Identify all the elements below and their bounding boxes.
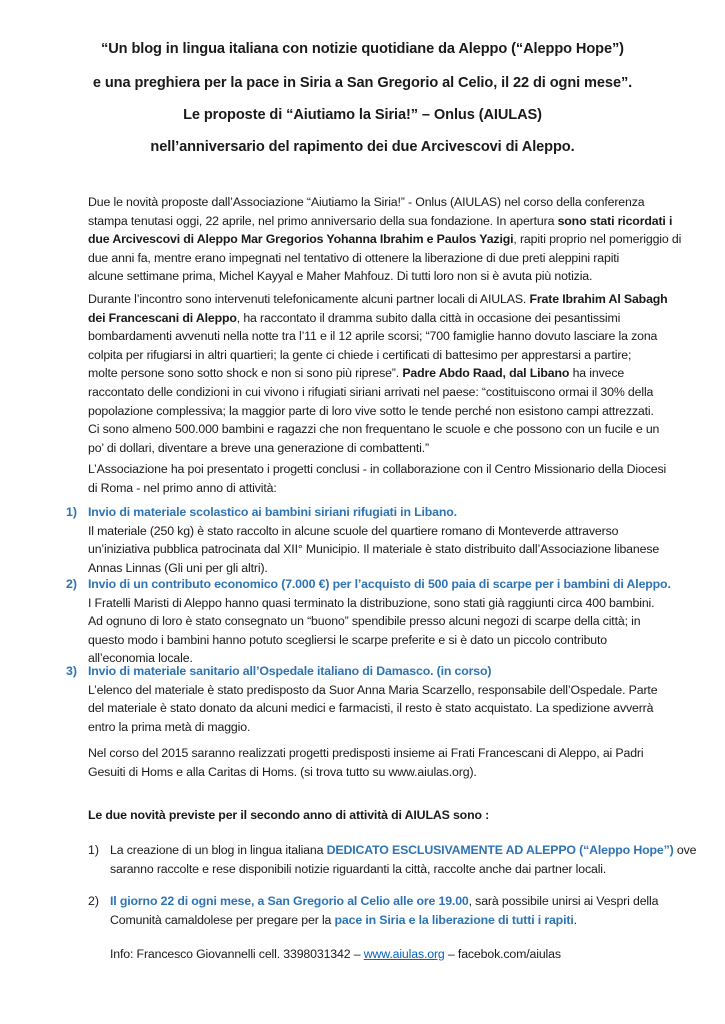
novita-number: 1) [88,843,99,857]
novita-number: 2) [88,894,99,908]
project-number: 2) [66,577,77,591]
projects-intro-paragraph [88,460,688,497]
text-line: raccontato delle condizioni in cui vivono i rifugiati siriani arrivati nel paese: “costituiscono ormai il 30% della [88,384,654,399]
text-line: molte persone sono sotto shock e non si sono più riprese”. Padre Abdo Raad, dal Libano ha invece [88,366,625,381]
project-item [88,662,708,736]
text-line: questo modo i bambini hanno potuto scegliersi le scarpe preferite e si è dato un piccolo contributo [88,632,607,647]
novita-heading: Le due novità previste per il secondo anno di attività di AIULAS sono : [88,808,490,822]
text-line: Due le novità proposte dall’Associazione “Aiutiamo la Siria!” - Onlus (AIULAS) nel corso della conferenza [88,195,645,209]
text-line: I Fratelli Maristi di Aleppo hanno quasi terminato la distribuzione, sono stati già raggiunti circa 400 bambini. [88,595,655,610]
text-line: L’elenco del materiale è stato predisposto da Suor Anna Maria Scarzello, responsabile dell’Ospedale. Parte [88,682,658,697]
text-line: L’Associazione ha poi presentato i progetti conclusi - in collaborazione con il Centro Missionario della Diocesi [88,462,667,476]
text-line: un’iniziativa pubblica patrocinata dal XII° Municipio. Il materiale è stato distribuito dall’Associazione libanese [88,542,660,557]
text-line: alcune settimane prima, Michel Kayyal e Maher Mahfouz. Di tutti loro non si è avuta più notizia. [88,269,593,284]
text-line: Ad ognuno di loro è stato consegnato un “buono” spendibile presso alcuni negozi di scarpe della città; in [88,614,641,629]
text-line: po’ di dollari, diventare a breve una generazione di combattenti.” [88,440,429,455]
text-line: stampa tenutasi oggi, 22 aprile, nel primo anniversario della sua fondazione. In apertura sono stati ricordati i [88,213,673,228]
title-line-1: “Un blog in lingua italiana con notizie quotidiane da Aleppo (“Aleppo Hope”) [101,41,624,57]
text-line: dei Francescani di Aleppo, ha raccontato il dramma subito dalla città in occasione dei pesantissimi [88,310,621,325]
text-line: di Roma - nel primo anno di attività: [88,480,277,495]
title-line-3: Le proposte di “Aiutiamo la Siria!” – Onlus (AIULAS) [183,107,542,123]
novita-item [110,892,710,929]
text-line: due anni fa, mentre erano impegnati nel tentativo di ottenere la liberazione di due preti aleppini rapiti [88,250,620,265]
text-line: due Arcivescovi di Aleppo Mar Gregorios Yohanna Ibrahim e Paulos Yazigi, rapiti proprio nel pomeriggio di [88,232,682,247]
text-line: Durante l’incontro sono intervenuti telefonicamente alcuni partner locali di AIULAS. Frate Ibrahim Al Sabagh [88,292,668,306]
text-line: entro la prima metà di maggio. [88,719,251,734]
project-item [88,575,708,668]
project-item [88,503,708,577]
text-line: Annas Linnas (Gli uni per gli altri). [88,560,268,575]
website-link[interactable]: www.aiulas.org [363,947,445,961]
text-line: popolazione complessiva; la maggior parte di loro vive sotto le tende perché non esistono campi attrezzati. [88,403,654,418]
text-line: del materiale è stato donato da alcuni medici e farmacisti, il resto è stato acquistato. La spedizione avverrà [88,701,654,716]
intro-paragraph [88,193,688,286]
project-number: 1) [66,505,77,519]
project-heading: Invio di materiale sanitario all’Ospedale italiano di Damasco. (in corso) [88,664,492,678]
text-line: all’economia locale. [88,651,193,666]
info-line: Info: Francesco Giovannelli cell. 3398031342 – www.aiulas.org – facebok.com/aiulas [110,947,561,961]
text-line: Nel corso del 2015 saranno realizzati progetti predisposti insieme ai Frati Francescani di Aleppo, ai Padri [88,746,644,760]
text-line: Il materiale (250 kg) è stato raccolto in alcune scuole del quartiere romano di Monteverde attraverso [88,523,619,538]
text-line: Il giorno 22 di ogni mese, a San Gregorio al Celio alle ore 19.00, sarà possibile unirsi ai Vespri della [110,894,659,908]
project-heading: Invio di materiale scolastico ai bambini siriani rifugiati in Libano. [88,505,457,519]
text-line: Gesuiti di Homs e alla Caritas di Homs. (si trova tutto su www.aiulas.org). [88,764,477,779]
title-line-4: nell’anniversario del rapimento dei due Arcivescovi di Aleppo. [150,139,575,155]
project-heading: Invio di un contributo economico (7.000 €) per l’acquisto di 500 paia di scarpe per i bambini di Aleppo. [88,577,671,591]
text-line: La creazione di un blog in lingua italiana DEDICATO ESCLUSIVAMENTE AD ALEPPO (“Aleppo Hope”) ove [110,843,697,857]
text-line: saranno raccolte e rese disponibili notizie riguardanti la città, raccolte anche dai partner locali. [110,861,607,876]
text-line: bombardamenti avvenuti nella notte tra l’11 e il 12 aprile scorsi; “700 famiglie hanno dovuto lasciare la zona [88,329,658,344]
text-line: Ci sono almeno 500.000 bambini e ragazzi che non frequentano le scuole e che possono con un fucile e un [88,422,660,437]
text-line: colpita per rifugiarsi in altri quartieri; la gente ci chiede i certificati di battesimo per apprestarsi a partire; [88,347,632,362]
future-projects-paragraph [88,744,688,781]
text-line: Comunità camaldolese per pregare per la pace in Siria e la liberazione di tutti i rapiti. [110,912,577,927]
partners-paragraph [88,290,688,457]
title-line-2: e una preghiera per la pace in Siria a San Gregorio al Celio, il 22 di ogni mese”. [92,75,633,91]
project-number: 3) [66,664,77,678]
novita-item [110,841,710,878]
